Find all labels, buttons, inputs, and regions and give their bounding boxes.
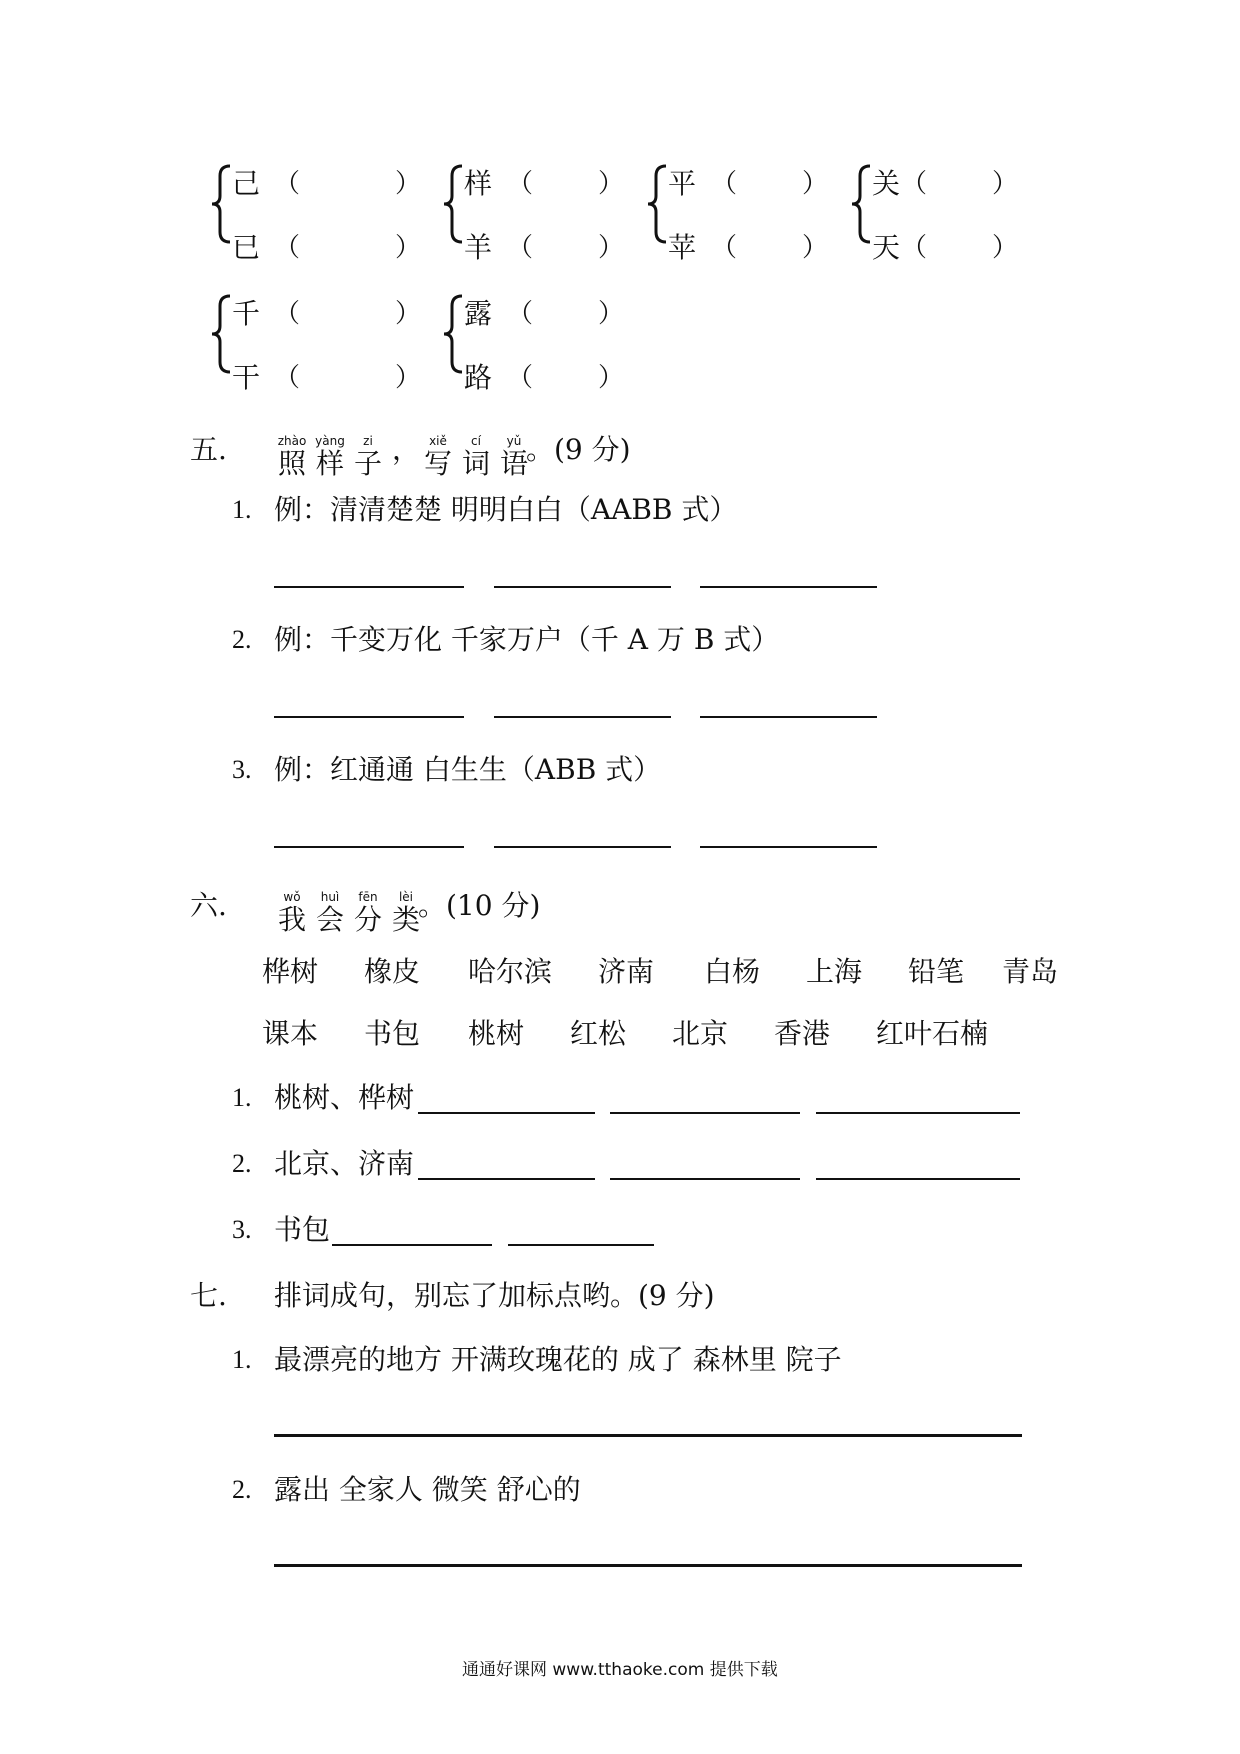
s6-item1-text: 桃树、桦树	[274, 1081, 415, 1114]
section6-score: 。(10 分)	[418, 889, 541, 922]
curly-brace	[850, 164, 874, 244]
pair-char-bottom: 干	[232, 361, 261, 394]
paren-answer-blank[interactable]	[302, 298, 393, 330]
hanzi: 子	[353, 447, 382, 480]
open-paren: （	[901, 169, 928, 199]
paren-answer-blank[interactable]	[535, 168, 596, 200]
word-bank-item: 铅笔	[908, 955, 965, 988]
answer-blank[interactable]	[610, 1178, 800, 1180]
page-footer: 通通好课网 www.tthaoke.com 提供下载	[462, 1660, 778, 1680]
paren-answer-blank[interactable]	[302, 232, 393, 264]
pinyin: zhào	[277, 434, 307, 448]
word-bank-item: 青岛	[1002, 955, 1059, 988]
sentence-answer-line[interactable]	[274, 1564, 1022, 1567]
sentence-answer-line[interactable]	[274, 1434, 1022, 1437]
paren-answer-blank[interactable]	[535, 362, 596, 394]
word-bank-item: 香港	[774, 1017, 831, 1050]
curly-brace	[210, 294, 234, 374]
word-bank-item: 课本	[262, 1017, 319, 1050]
answer-blank[interactable]	[816, 1178, 1020, 1180]
curly-brace	[442, 294, 466, 374]
word-bank-item: 白杨	[704, 955, 761, 988]
s5-item1-example: 例：清清楚楚 明明白白（AABB 式）	[274, 493, 738, 526]
open-paren: （	[274, 233, 301, 263]
pair-char-bottom: 路	[464, 361, 493, 394]
answer-blank[interactable]	[418, 1178, 595, 1180]
close-paren: ）	[802, 169, 829, 199]
answer-blank[interactable]	[418, 1112, 595, 1114]
pinyin: fēn	[358, 890, 378, 904]
word-bank-item: 哈尔滨	[468, 955, 553, 988]
paren-answer-blank[interactable]	[739, 232, 800, 264]
open-paren: （	[274, 169, 301, 199]
paren-answer-blank[interactable]	[535, 232, 596, 264]
s5-item1-number: 1.	[232, 495, 252, 524]
answer-blank[interactable]	[332, 1244, 492, 1246]
pinyin: cí	[471, 434, 481, 448]
open-paren: （	[901, 233, 928, 263]
s6-item2-text: 北京、济南	[274, 1147, 415, 1180]
s5-item3-example: 例：红通通 白生生（ABB 式）	[274, 753, 662, 786]
hanzi: 写	[423, 447, 452, 480]
word-bank-item: 桦树	[262, 955, 319, 988]
close-paren: ）	[395, 363, 422, 393]
paren-answer-blank[interactable]	[302, 362, 393, 394]
section5-score: 。(9 分)	[526, 433, 631, 466]
close-paren: ）	[802, 233, 829, 263]
word-bank-item: 红叶石楠	[876, 1017, 989, 1050]
answer-blank[interactable]	[816, 1112, 1020, 1114]
pinyin: lèi	[398, 890, 414, 904]
pair-char-bottom: 已	[232, 231, 261, 264]
answer-blank[interactable]	[274, 716, 464, 718]
answer-blank[interactable]	[274, 586, 464, 588]
close-paren: ）	[992, 233, 1019, 263]
answer-blank[interactable]	[610, 1112, 800, 1114]
pinyin: wǒ	[283, 890, 301, 904]
s6-item3-number: 3.	[232, 1215, 252, 1244]
pinyin: huì	[320, 890, 340, 904]
pair-char-top: 露	[464, 297, 493, 330]
s7-item1-number: 1.	[232, 1345, 252, 1374]
word-bank-item: 上海	[806, 955, 863, 988]
hanzi: 样	[315, 447, 344, 480]
open-paren: （	[274, 363, 301, 393]
curly-brace	[646, 164, 670, 244]
s6-item3-text: 书包	[274, 1213, 331, 1246]
open-paren: （	[507, 233, 534, 263]
s5-item2-example: 例：千变万化 千家万户（千 A 万 B 式）	[274, 623, 780, 656]
answer-blank[interactable]	[700, 586, 877, 588]
close-paren: ）	[598, 169, 625, 199]
hanzi: 会	[315, 903, 344, 936]
hanzi: 语	[499, 447, 528, 480]
answer-blank[interactable]	[700, 846, 877, 848]
s7-item1-words: 最漂亮的地方 开满玫瑰花的 成了 森林里 院子	[274, 1343, 842, 1376]
hanzi: 词	[461, 447, 490, 480]
open-paren: （	[507, 363, 534, 393]
pair-char-top: 样	[464, 167, 493, 200]
pair-char-top: 己	[232, 167, 261, 200]
pair-char-top: 平	[668, 167, 697, 200]
hanzi: 我	[277, 903, 306, 936]
pinyin: xiě	[429, 434, 447, 448]
pinyin: yǔ	[506, 434, 522, 448]
s5-item3-number: 3.	[232, 755, 252, 784]
open-paren: （	[507, 299, 534, 329]
close-paren: ）	[598, 233, 625, 263]
paren-answer-blank[interactable]	[739, 168, 800, 200]
hanzi: ，	[391, 433, 420, 466]
pair-char-bottom: 羊	[464, 231, 493, 264]
paren-answer-blank[interactable]	[929, 232, 990, 264]
close-paren: ）	[992, 169, 1019, 199]
section7-number: 七.	[190, 1279, 227, 1312]
s6-item1-number: 1.	[232, 1083, 252, 1112]
open-paren: （	[507, 169, 534, 199]
close-paren: ）	[598, 299, 625, 329]
answer-blank[interactable]	[494, 716, 671, 718]
paren-answer-blank[interactable]	[929, 168, 990, 200]
hanzi: 类	[391, 903, 420, 936]
answer-blank[interactable]	[700, 716, 877, 718]
close-paren: ）	[395, 169, 422, 199]
word-bank-item: 书包	[364, 1017, 421, 1050]
pair-char-top: 关	[872, 167, 901, 200]
paren-answer-blank[interactable]	[302, 168, 393, 200]
curly-brace	[442, 164, 466, 244]
s5-item2-number: 2.	[232, 625, 252, 654]
hanzi: 照	[277, 447, 306, 480]
section6-number: 六.	[190, 889, 227, 922]
s7-item2-words: 露出 全家人 微笑 舒心的	[274, 1473, 581, 1506]
answer-blank[interactable]	[274, 846, 464, 848]
pair-char-bottom: 苹	[668, 231, 697, 264]
paren-answer-blank[interactable]	[535, 298, 596, 330]
open-paren: （	[711, 169, 738, 199]
hanzi: 分	[353, 903, 382, 936]
section7-title: 排词成句，别忘了加标点哟。(9 分)	[274, 1279, 715, 1312]
word-bank-item: 桃树	[468, 1017, 525, 1050]
curly-brace	[210, 164, 234, 244]
pinyin: yàng	[315, 434, 345, 448]
close-paren: ）	[598, 363, 625, 393]
close-paren: ）	[395, 299, 422, 329]
word-bank-item: 北京	[672, 1017, 729, 1050]
s7-item2-number: 2.	[232, 1475, 252, 1504]
pinyin: zi	[363, 434, 373, 448]
word-bank-item: 橡皮	[364, 955, 421, 988]
answer-blank[interactable]	[508, 1244, 654, 1246]
section5-number: 五.	[190, 433, 227, 466]
answer-blank[interactable]	[494, 586, 671, 588]
word-bank-item: 济南	[598, 955, 655, 988]
open-paren: （	[274, 299, 301, 329]
close-paren: ）	[395, 233, 422, 263]
answer-blank[interactable]	[494, 846, 671, 848]
pair-char-top: 千	[232, 297, 261, 330]
word-bank-item: 红松	[570, 1017, 627, 1050]
open-paren: （	[711, 233, 738, 263]
s6-item2-number: 2.	[232, 1149, 252, 1178]
pair-char-bottom: 天	[872, 231, 901, 264]
